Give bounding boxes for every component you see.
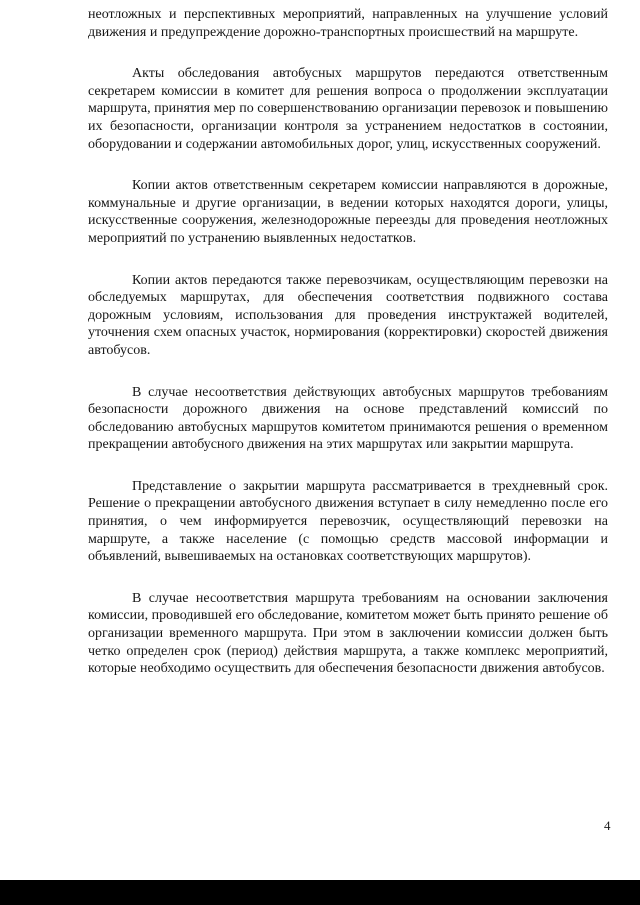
paragraph-route-closure: Представление о закрытии маршрута рассматривается в трехдневный срок. Решение о прекращении автобусного движения вступает в силу немедленно после его принятия, о чем информируется перевозчик, осуществляющий перевозки на маршруте, а также население (с помощью средств массовой информации и объявлений, вывешиваемых на остановках соответствующих маршрутов). <box>88 478 608 565</box>
paragraph-inspection-acts: Акты обследования автобусных маршрутов передаются ответственным секретарем комиссии в комитет для решения вопроса о продолжении эксплуатации маршрута, принятия мер по совершенствованию организации перевозок и повышению их безопасности, организации контроля за устранением недостатков в состоянии, оборудовании и содержании автомобильных дорог, улиц, искусственных сооружений. <box>88 66 608 152</box>
paragraph-copies-to-carriers: Копии актов передаются также перевозчикам, осуществляющим перевозки на обследуемых маршрутах, для обеспечения соответствия подвижного состава дорожным условиям, использования для проведения инструктажей водителей, уточнения схем опасных участок, нормирования (корректировки) скоростей движения автобусов. <box>88 272 608 358</box>
paragraph-temporary-route: В случае несоответствия маршрута требованиям на основании заключения комиссии, проводившей его обследование, комитетом может быть принято решение об организации временного маршрута. При этом в заключении комиссии должен быть четко определен срок (период) действия маршрута, а также комплекс мероприятий, которые необходимо осуществить для обеспечения безопасности движения автобусов. <box>88 590 608 677</box>
document-body <box>88 6 608 702</box>
paragraph-continuation: неотложных и перспективных мероприятий, направленных на улучшение условий движения и предупреждение дорожно-транспортных происшествий на маршруте. <box>88 7 608 40</box>
scan-bottom-border <box>0 880 640 905</box>
paragraph-copies-to-road-organizations: Копии актов ответственным секретарем комиссии направляются в дорожные, коммунальные и другие организации, в ведении которых находятся дороги, улицы, искусственные сооружения, железнодорожные переезды для проведения неотложных мероприятий по устранению выявленных недостатков. <box>88 178 608 246</box>
page-number: 4 <box>604 818 611 833</box>
paragraph-route-noncompliance: В случае несоответствия действующих автобусных маршрутов требованиям безопасности дорожного движения на основе представлений комиссий по обследованию автобусных маршрутов комитетом принимаются решения о временном прекращении автобусного движения на этих маршрутах или закрытии маршрута. <box>88 384 608 453</box>
